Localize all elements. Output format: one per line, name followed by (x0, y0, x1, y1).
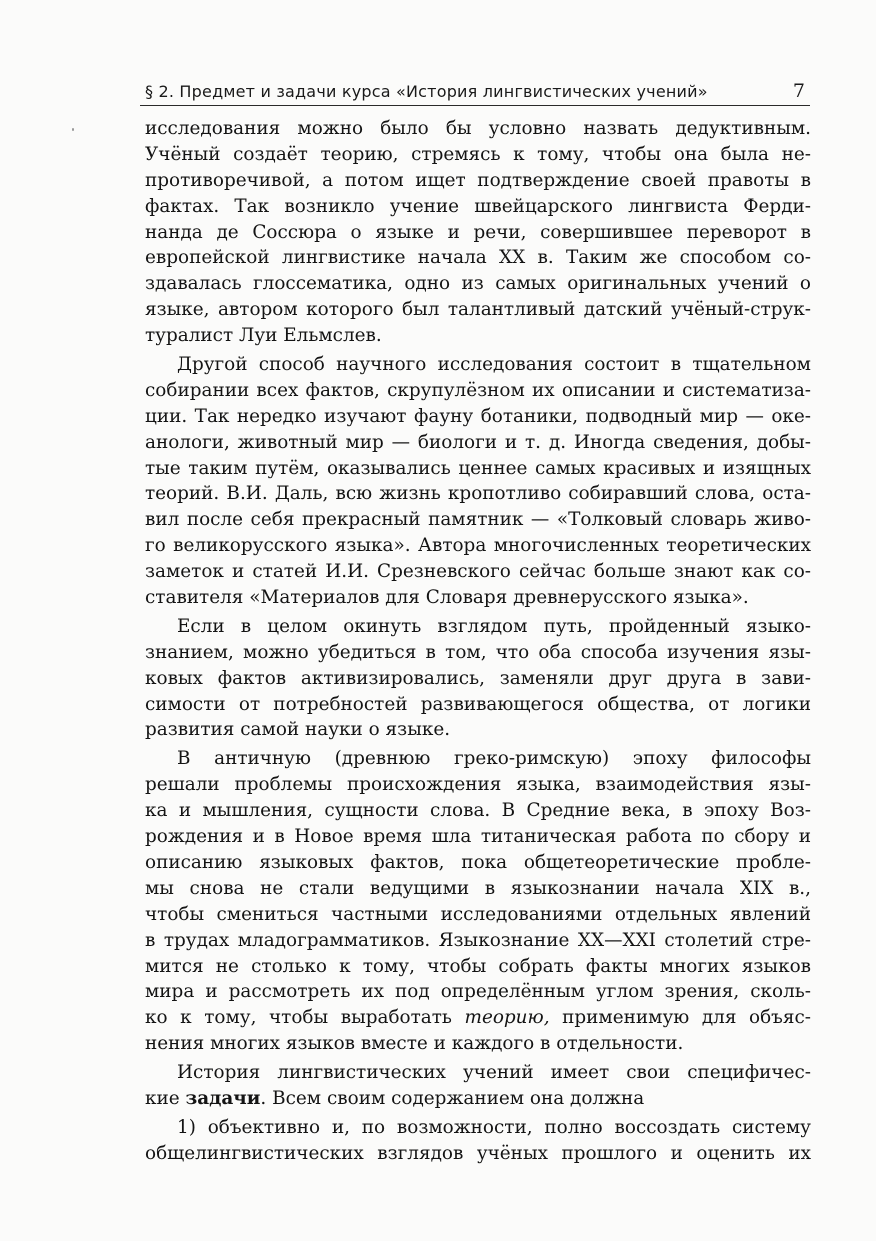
text-line: ка и мышления, сущности слова. В Средние века, в эпоху Воз- (145, 800, 811, 822)
text-line: анологи, животный мир — биологи и т. д. Иногда сведения, добы- (145, 431, 811, 453)
text-line: описанию языковых фактов, пока общетеоретические пробле- (145, 851, 811, 873)
text-line: симости от потребностей развивающегося общества, от логики (145, 693, 811, 715)
italic-term: теорию, (464, 1007, 550, 1029)
paragraph-history (145, 746, 811, 1057)
text-line: туралист Луи Ельмслев. (145, 325, 382, 347)
body-text (145, 116, 811, 1170)
header-rule (140, 105, 810, 106)
text-line: мира и рассмотреть их под определённым углом зрения, сколь- (145, 981, 811, 1003)
text-line: Если в целом окинуть взглядом путь, пройденный языко- (177, 615, 811, 637)
text-line: здавалась глоссематика, одно из самых оригинальных учений о (145, 273, 811, 295)
text-line: общелингвистических взглядов учёных прошлого и оценить их (145, 1142, 811, 1164)
text-line: нения многих языков вместе и каждого в отдельности. (145, 1033, 684, 1055)
text-line: тые таким путём, оказывались ценнее самых красивых и изящных (145, 457, 811, 479)
text-line: собирании всех фактов, скрупулёзном их описании и систематиза- (145, 379, 811, 401)
text-line: мы снова не стали ведущими в языкознании начала XIX в., (145, 877, 811, 899)
paragraph-inductive (145, 352, 811, 611)
text-line: вил после себя прекрасный памятник — «Толковый словарь живо- (145, 509, 811, 531)
text-line: теорий. В.И. Даль, всю жизнь кропотливо собиравший слова, оста- (145, 483, 811, 505)
text-line: ко к тому, чтобы выработать теорию, применимую для объяс- (145, 1007, 811, 1029)
scan-speck (72, 128, 74, 131)
running-title: § 2. Предмет и задачи курса «История лингвистических учений» (145, 82, 708, 101)
paragraph-overview (145, 614, 811, 743)
text-line: Учёный создаёт теорию, стремясь к тому, чтобы она была не- (145, 143, 811, 165)
text-line: исследования можно было бы условно назвать дедуктивным. (145, 118, 811, 139)
text-line: Другой способ научного исследования состоит в тщательном (177, 354, 811, 376)
paragraph-task-1 (145, 1115, 811, 1167)
paragraph-tasks (145, 1060, 811, 1112)
text-line: История лингвистических учений имеет свои специфичес- (177, 1062, 811, 1084)
text-line: развития самой науки о языке. (145, 719, 451, 741)
text-line: ковых фактов активизировались, заменяли друг друга в зави- (145, 667, 811, 689)
page-number: 7 (792, 80, 805, 102)
text-line: европейской лингвистике начала XX в. Таким же способом со- (145, 247, 811, 269)
text-line: знанием, можно убедиться в том, что оба способа изучения язы- (145, 641, 811, 663)
text-line: В античную (древнюю греко-римскую) эпоху философы (177, 748, 811, 770)
text-line: противоречивой, а потом ищет подтверждение своей правоты в (145, 169, 811, 191)
text-line: го великорусского языка». Автора многочисленных теоретических (145, 535, 811, 557)
text-line: рождения и в Новое время шла титаническая работа по сбору и (145, 826, 811, 848)
text-line: чтобы смениться частными исследованиями отдельных явлений (145, 903, 811, 925)
paragraph-deductive (145, 116, 811, 349)
text-line: нанда де Соссюра о языке и речи, совершившее переворот в (145, 221, 811, 243)
text-line: языке, автором которого был талантливый датский учёный-струк- (145, 299, 811, 321)
text-line: 1) объективно и, по возможности, полно воссоздать систему (177, 1116, 811, 1138)
text-line: заметок и статей И.И. Срезневского сейчас больше знают как со- (145, 561, 811, 583)
text-line: кие задачи. Всем своим содержанием она должна (145, 1087, 645, 1109)
running-header (145, 80, 805, 104)
text-line: ции. Так нередко изучают фауну ботаники, подводный мир — оке- (145, 405, 811, 427)
text-line: ставителя «Материалов для Словаря древнерусского языка». (145, 587, 749, 609)
text-line: мится не столько к тому, чтобы собрать факты многих языков (145, 955, 811, 977)
bold-term: задачи (185, 1087, 261, 1109)
text-line: в трудах младограмматиков. Языкознание XX—XXI столетий стре- (145, 929, 811, 951)
text-line: решали проблемы происхождения языка, взаимодействия язы- (145, 774, 811, 796)
text-line: фактах. Так возникло учение швейцарского лингвиста Ферди- (145, 195, 811, 217)
